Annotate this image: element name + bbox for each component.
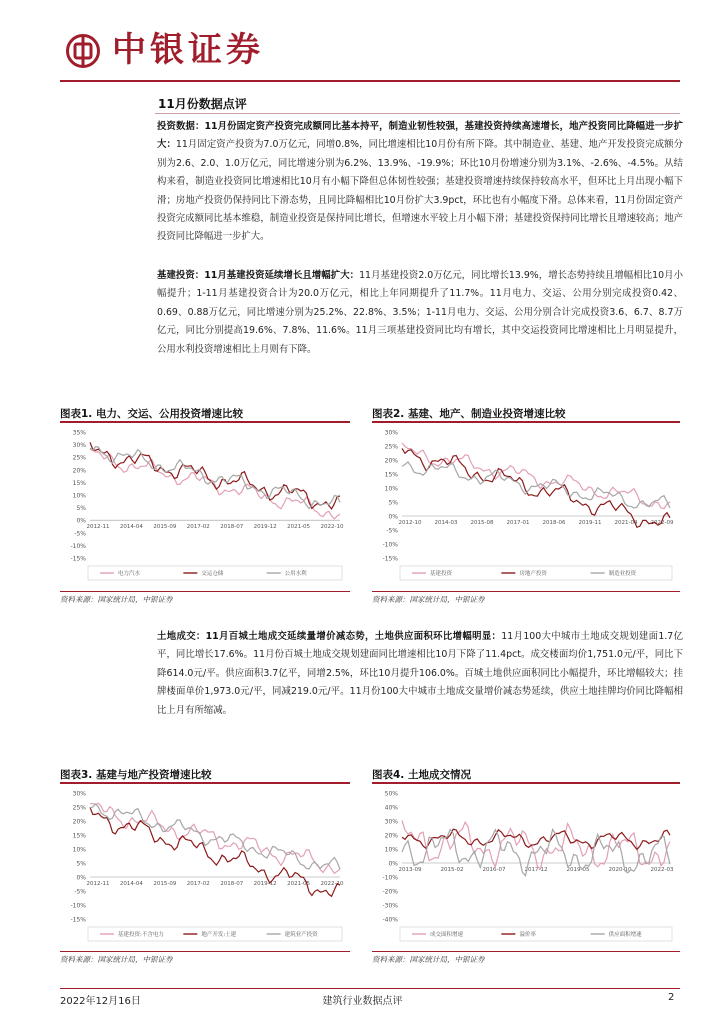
y-tick-label: 30% xyxy=(384,818,398,826)
figure-4-chart xyxy=(372,785,680,950)
paragraph-investment xyxy=(157,118,683,247)
figure-3-chart xyxy=(60,785,350,950)
figure-2-title: 图表2. 基建、地产、制造业投资增速比较 xyxy=(372,408,566,420)
figure-4-bottom-rule xyxy=(372,951,680,952)
x-tick-label: 2017-02 xyxy=(186,524,210,531)
x-tick-label: 2014-04 xyxy=(119,881,143,887)
y-tick-label: -15% xyxy=(70,555,86,563)
y-tick-label: 50% xyxy=(384,790,398,798)
x-tick-label: 2019-05 xyxy=(566,867,590,873)
y-tick-label: 20% xyxy=(384,457,398,465)
paragraph-body: 11月基建投资2.0万亿元，同比增长13.9%，增长态势持续且增幅相比10月小幅提升；1-11月基建投资合计为20.0万亿元，相比上年同期提升了11.7%。11月电力、交运、公用分别完成投资0.42、0.69、0.88万亿元，同比增速分别为25.2%、22.8%、3.5%；1-11月电力、交运、公用分别合计完成投资3.6、6.7、8.7万亿元，同比分别提高19.6%、7.8%、11.6%。11月三项基建投资同比均有增长，其中交运投资同比增速相比上月明显提升，公用水利投资增速相比上月则有下降。 xyxy=(157,270,683,355)
x-tick-label: 2014-03 xyxy=(434,520,458,526)
y-tick-label: -15% xyxy=(382,555,398,563)
figure-1-rule xyxy=(60,421,350,423)
x-tick-label: 2015-09 xyxy=(153,881,177,887)
paragraph-lead: 基建投资：11月基建投资延续增长且增幅扩大： xyxy=(157,270,360,281)
x-tick-label: 2022-03 xyxy=(650,867,674,873)
series-line-2 xyxy=(402,448,670,527)
y-tick-label: 25% xyxy=(72,804,86,812)
y-tick-label: 5% xyxy=(76,860,86,868)
y-tick-label: -5% xyxy=(74,530,86,538)
y-tick-label: 5% xyxy=(76,505,86,513)
y-tick-label: -40% xyxy=(382,916,398,924)
legend-label: 公用水利 xyxy=(284,571,307,577)
figure-2-chart xyxy=(372,424,680,589)
y-tick-label: 15% xyxy=(72,832,86,840)
y-tick-label: 20% xyxy=(72,818,86,826)
x-tick-label: 2015-02 xyxy=(440,867,464,873)
x-tick-label: 2017-01 xyxy=(506,520,530,526)
y-tick-label: 20% xyxy=(72,467,86,475)
x-tick-label: 2014-04 xyxy=(119,524,143,531)
legend-label: 建筑业产投资 xyxy=(284,932,318,938)
legend-label: 交运仓储 xyxy=(201,571,224,577)
y-tick-label: 40% xyxy=(384,804,398,812)
paragraph-lead: 投资数据：11月份固定资产投资完成额同比基本持平，制造业韧性较强，基建投资持续高速增长，地产投资同比降幅进一步扩大： xyxy=(157,121,683,151)
bank-logo-icon xyxy=(66,34,100,68)
legend-label: 溢价率 xyxy=(519,932,536,938)
y-tick-label: 30% xyxy=(72,442,86,450)
legend-label: 基建投资 xyxy=(430,571,453,577)
x-tick-label: 2012-10 xyxy=(398,520,422,526)
y-tick-label: -10% xyxy=(382,541,398,549)
figure-3-title: 图表3. 基建与地产投资增速比较 xyxy=(60,769,212,781)
y-tick-label: -10% xyxy=(70,902,86,910)
x-tick-label: 2016-07 xyxy=(482,867,506,873)
title-underline xyxy=(155,113,680,114)
x-tick-label: 2013-09 xyxy=(398,867,422,873)
figure-1-chart xyxy=(60,424,350,589)
paragraph-land xyxy=(157,628,683,720)
header-divider xyxy=(60,80,680,82)
y-tick-label: 15% xyxy=(384,471,398,479)
figure-3-source: 资料来源：国家统计局，中银证券 xyxy=(60,955,173,964)
x-tick-label: 2019-12 xyxy=(253,881,277,887)
x-tick-label: 2021-05 xyxy=(287,881,311,887)
legend-label: 电力汽水 xyxy=(118,571,141,577)
footer-divider xyxy=(60,988,680,989)
y-tick-label: -20% xyxy=(382,888,398,896)
figure-3-bottom-rule xyxy=(60,951,350,952)
chart-svg xyxy=(372,424,680,589)
paragraph-lead: 土地成交：11月百城土地成交延续量增价减态势，土地供应面积环比增幅明显： xyxy=(157,631,502,642)
figure-2-bottom-rule xyxy=(372,591,680,592)
legend-label: 供应面积增速 xyxy=(608,932,642,938)
series-line-1 xyxy=(90,449,340,519)
figure-4-rule xyxy=(372,782,680,784)
paragraph-body: 11月100大中城市土地成交规划建面1.7亿平，同比增长17.6%。11月份百城土地成交规划建面同比增速相比10月下降了11.4pct。成交楼面均价1,751.0元/平，同比下降614.0元/平。供应面积3.7亿平，同增2.5%，环比10月提升106.0%。百城土地供应面积同比小幅提升，环比增幅较大；挂牌楼面单价1,973.0元/平，同减219.0元/平。11月份100大中城市土地成交量增价减态势延续，供应土地挂牌均价同比降幅相比上月有所缩减。 xyxy=(157,631,683,716)
figure-2-rule xyxy=(372,421,680,423)
x-tick-label: 2017-12 xyxy=(524,867,548,873)
y-tick-label: 25% xyxy=(384,443,398,451)
page-header xyxy=(0,0,725,90)
x-tick-label: 2019-11 xyxy=(578,520,602,526)
y-tick-label: 25% xyxy=(72,454,86,462)
footer-report-type: 建筑行业数据点评 xyxy=(322,996,403,1007)
legend-label: 地产开发:土建 xyxy=(201,932,237,938)
figure-4-title: 图表4. 土地成交情况 xyxy=(372,769,471,781)
x-tick-label: 2022-09 xyxy=(650,520,674,526)
x-tick-label: 2012-11 xyxy=(86,524,110,531)
series-line-3 xyxy=(402,462,670,508)
y-tick-label: 35% xyxy=(72,429,86,437)
y-tick-label: -10% xyxy=(382,874,398,882)
series-line-1 xyxy=(402,443,670,509)
x-tick-label: 2021-04 xyxy=(614,520,638,526)
chart-svg xyxy=(60,785,350,950)
y-tick-label: 10% xyxy=(384,846,398,854)
y-tick-label: 0% xyxy=(76,517,86,525)
y-tick-label: 0% xyxy=(388,513,398,521)
figure-1-source: 资料来源：国家统计局，中银证券 xyxy=(60,595,173,604)
y-tick-label: -5% xyxy=(386,527,398,535)
figure-4-source: 资料来源：国家统计局，中银证券 xyxy=(372,955,485,964)
section-title: 11月份数据点评 xyxy=(158,97,247,111)
paragraph-body: 11月固定资产投资为7.0万亿元，同增0.8%，同比增速相比10月份有所下降。其中制造业、基建、地产开发投资完成额分别为2.6、2.0、1.0万亿元，同比增速分别为6.2%、13.9%、-19.9%；环比10月份增速分别为3.1%、-2.6%、-4.5%。从结构来看，制造业投资同比增速相比10月有小幅下降但总体韧性较强；基建投资增速持续保持较高水平，但环比上月出现小幅下滑；房地产投资仍保持同比下滑态势，且同比降幅相比10月份扩大3.9pct，环比也有小幅度下滑。总体来看，11月份固定资产投资完成额同比基本维稳，制造业投资是保持同比增长，但增速水平较上月小幅下滑；基建投资保持同比增长且增速较高；地产投资同比降幅进一步扩大。 xyxy=(157,139,683,243)
y-tick-label: -10% xyxy=(70,542,86,550)
paragraph-infrastructure xyxy=(157,267,683,359)
x-tick-label: 2018-06 xyxy=(542,520,566,526)
footer-date: 2022年12月16日 xyxy=(60,996,141,1007)
x-tick-label: 2015-08 xyxy=(470,520,494,526)
legend-label: 制造业投资 xyxy=(608,571,637,577)
y-tick-label: 30% xyxy=(72,790,86,798)
figure-1-title: 图表1. 电力、交运、公用投资增速比较 xyxy=(60,408,243,420)
y-tick-label: 20% xyxy=(384,832,398,840)
x-tick-label: 2018-07 xyxy=(220,524,244,531)
legend-label: 基建投资:不含电力 xyxy=(118,932,164,938)
series-line-3 xyxy=(90,447,340,509)
y-tick-label: 30% xyxy=(384,429,398,437)
chart-svg xyxy=(60,424,350,589)
y-tick-label: -5% xyxy=(74,888,86,896)
y-tick-label: -15% xyxy=(70,916,86,924)
y-tick-label: 10% xyxy=(72,492,86,500)
y-tick-label: 15% xyxy=(72,479,86,487)
x-tick-label: 2018-07 xyxy=(220,881,244,887)
x-tick-label: 2015-09 xyxy=(153,524,177,531)
x-tick-label: 2020-10 xyxy=(608,867,632,873)
figure-1-bottom-rule xyxy=(60,591,350,592)
figure-2-source: 资料来源：国家统计局，中银证券 xyxy=(372,595,485,604)
y-tick-label: 5% xyxy=(388,499,398,507)
x-tick-label: 2012-11 xyxy=(86,881,110,887)
y-tick-label: 10% xyxy=(384,485,398,493)
x-tick-label: 2021-05 xyxy=(287,524,311,531)
x-tick-label: 2022-10 xyxy=(320,524,344,531)
y-tick-label: 0% xyxy=(388,860,398,868)
figure-3-rule xyxy=(60,782,350,784)
y-tick-label: -30% xyxy=(382,902,398,910)
legend-label: 房地产投资 xyxy=(519,571,547,577)
x-tick-label: 2017-02 xyxy=(186,881,210,887)
brand-name: 中银证券 xyxy=(112,30,264,70)
x-tick-label: 2022-10 xyxy=(320,881,344,887)
y-tick-label: 10% xyxy=(72,846,86,854)
y-tick-label: 0% xyxy=(76,874,86,882)
x-tick-label: 2019-12 xyxy=(253,524,277,531)
legend-label: 成交面积增速 xyxy=(430,932,464,938)
chart-svg xyxy=(372,785,680,950)
page-number: 2 xyxy=(668,992,675,1003)
